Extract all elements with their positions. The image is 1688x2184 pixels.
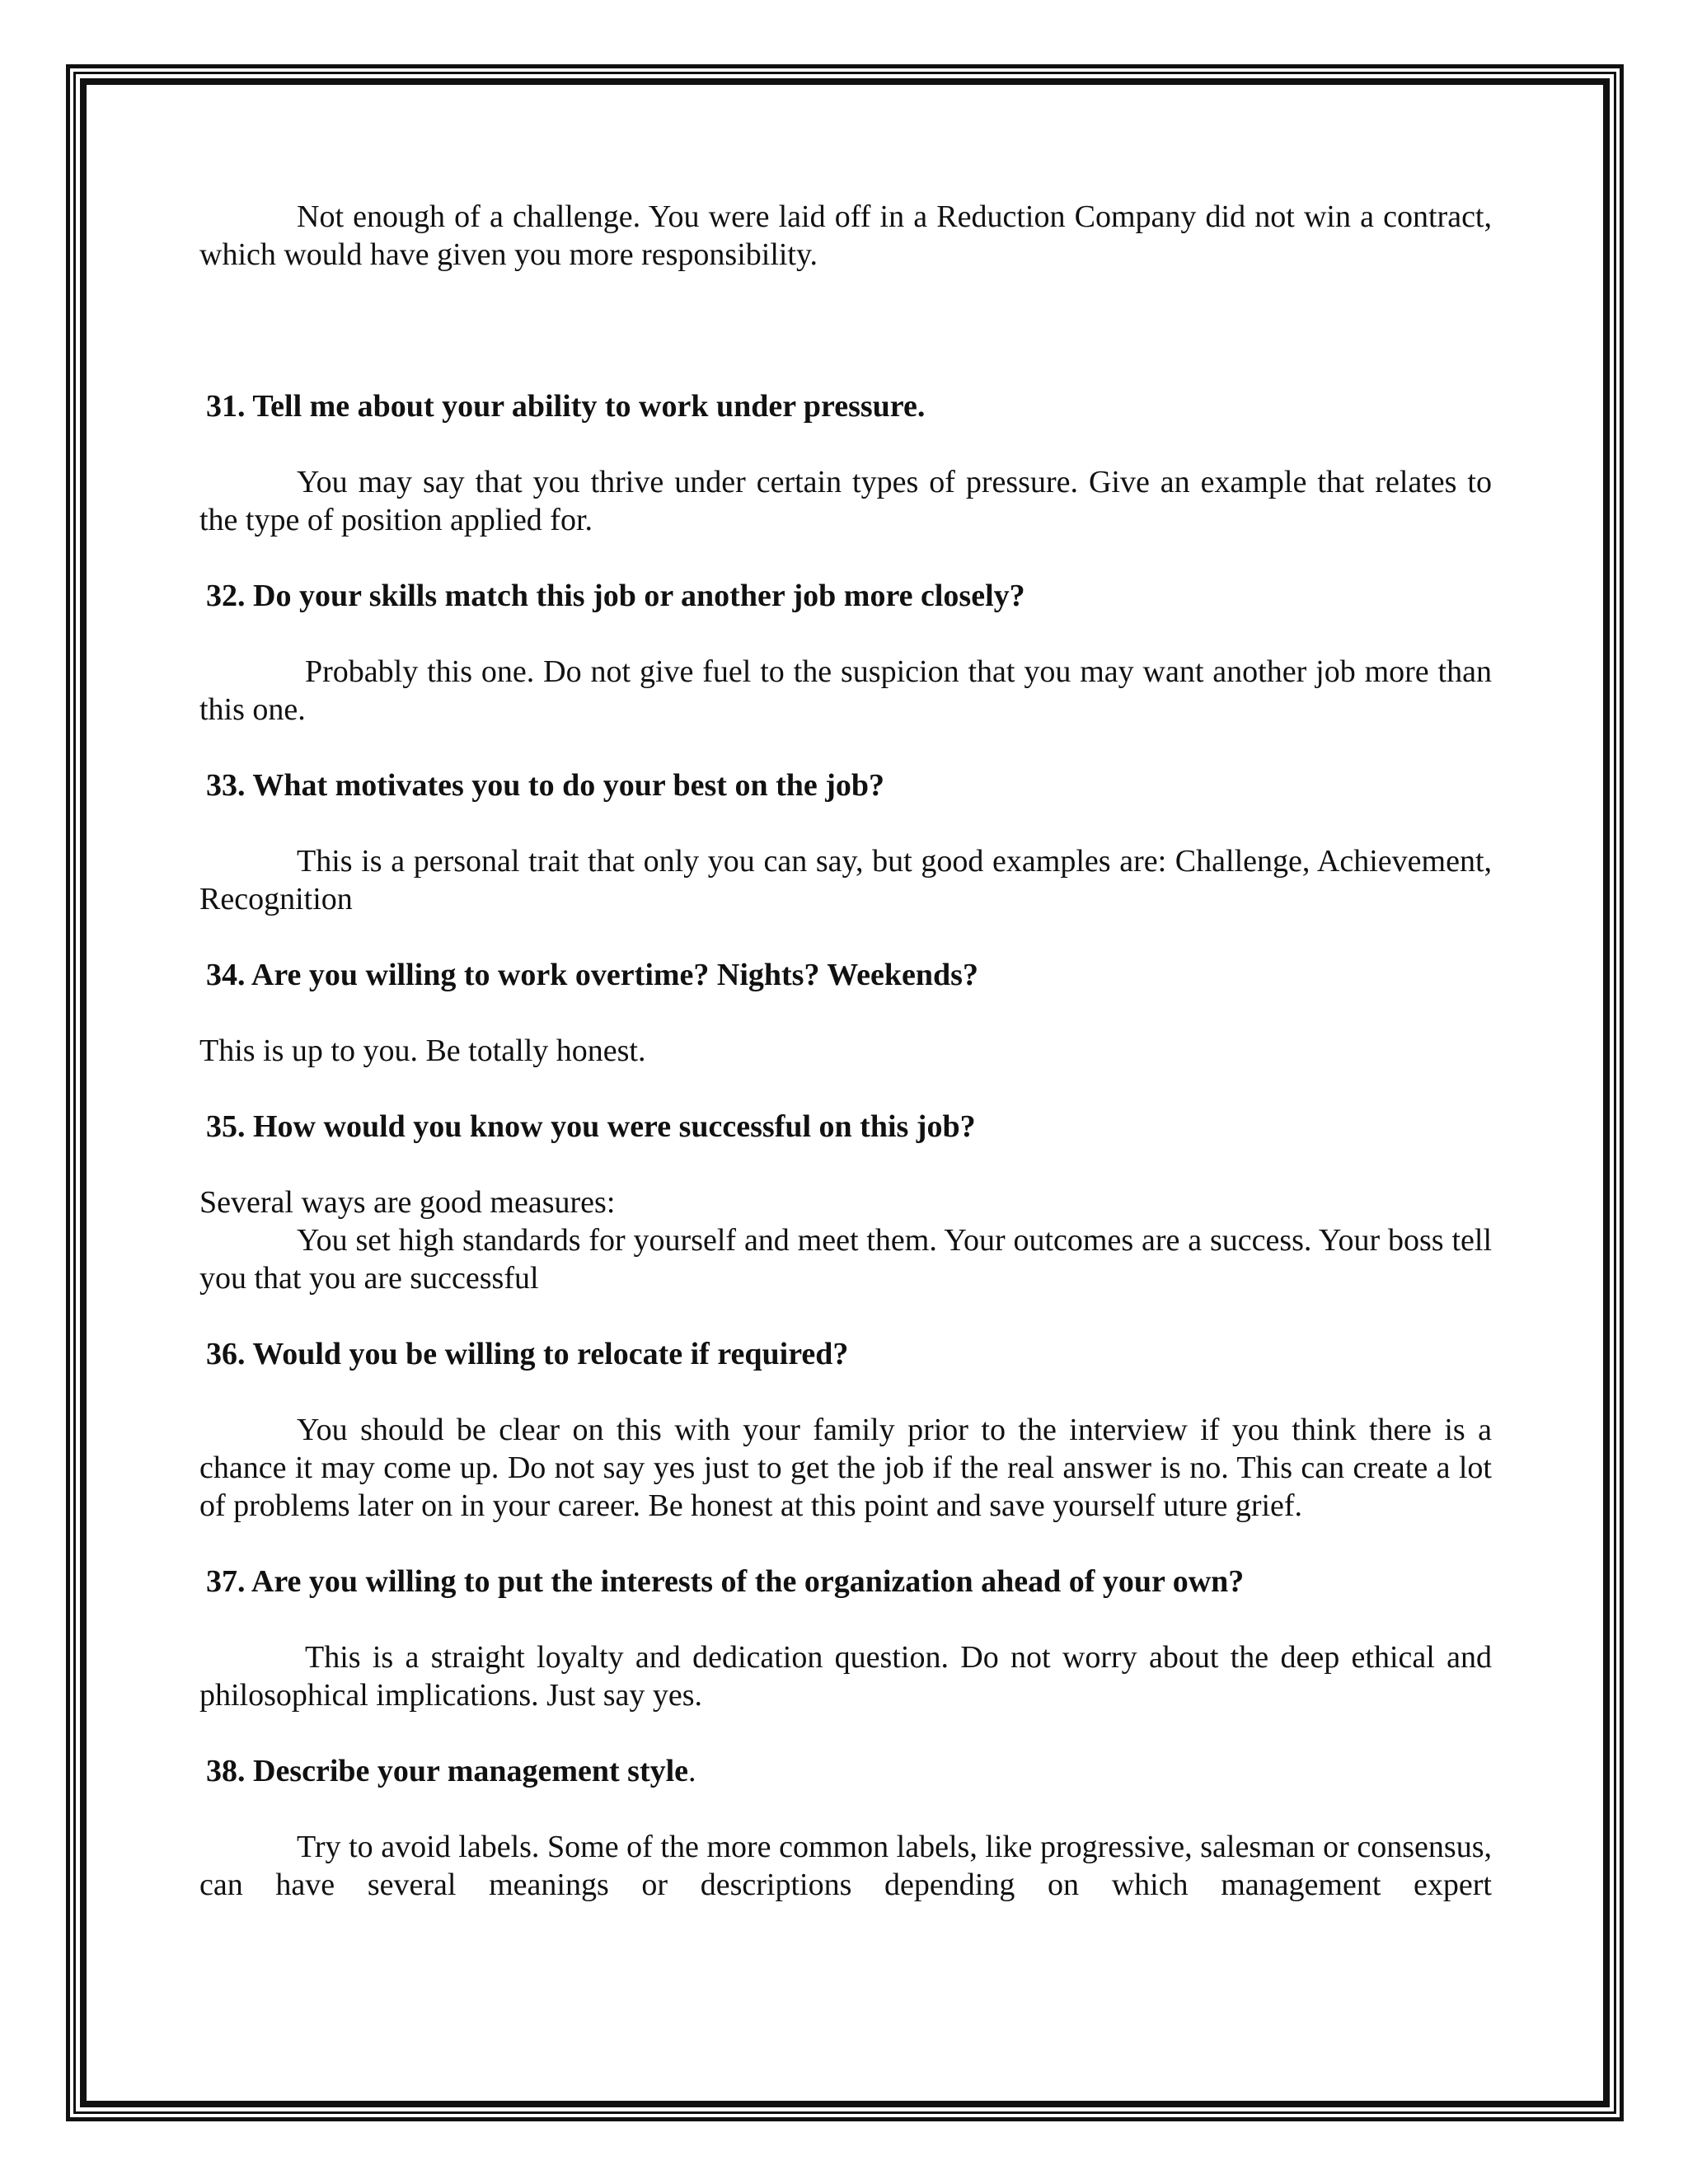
intro-paragraph: Not enough of a challenge. You were laid off in a Reduction Company did not win a contract, which would have given you more responsibility.	[199, 199, 1492, 272]
question-35-heading: 35. How would you know you were successful on this job?	[206, 1109, 976, 1144]
question-37-heading: 37. Are you willing to put the interests of the organization ahead of your own?	[206, 1564, 1245, 1599]
spacer	[199, 274, 1492, 387]
answer-38-paragraph: Try to avoid labels. Some of the more common labels, like progressive, salesman or consensus, can have several meanings or descriptions depending on which management expert	[199, 1830, 1492, 1902]
answer-31-paragraph: You may say that you thrive under certain types of pressure. Give an example that relates to the type of position applied for.	[199, 465, 1492, 537]
question-38-period: .	[688, 1754, 696, 1788]
answer-33-paragraph: This is a personal trait that only you can say, but good examples are: Challenge, Achievement, Recognition	[199, 844, 1492, 916]
question-32-heading: 32. Do your skills match this job or another job more closely?	[206, 579, 1025, 613]
question-38-text: 38. Describe your management style	[206, 1754, 689, 1788]
question-34-heading: 34. Are you willing to work overtime? Nights? Weekends?	[206, 958, 978, 992]
question-38-heading	[199, 1752, 1492, 1790]
question-33-heading: 33. What motivates you to do your best on the job?	[206, 768, 885, 803]
answer-35-paragraph: You set high standards for yourself and meet them. Your outcomes are a success. Your boss tell you that you are successful	[199, 1223, 1492, 1296]
answer-32-paragraph: Probably this one. Do not give fuel to the suspicion that you may want another job more than this one.	[199, 654, 1492, 727]
answer-36-paragraph: You should be clear on this with your family prior to the interview if you think there is a chance it may come up. Do not say yes just to get the job if the real answer is no. This can create a lot of problems later on in your career. Be honest at this point and save yourself uture grief.	[199, 1413, 1492, 1523]
answer-35-lead: Several ways are good measures:	[199, 1185, 616, 1220]
answer-34-paragraph: This is up to you. Be totally honest.	[199, 1033, 646, 1068]
answer-37-paragraph: This is a straight loyalty and dedication question. Do not worry about the deep ethical and philosophical implications. Just say yes.	[199, 1640, 1492, 1713]
question-31-heading: 31. Tell me about your ability to work under pressure.	[206, 389, 926, 424]
document-body	[199, 198, 1492, 1904]
question-36-heading: 36. Would you be willing to relocate if required?	[206, 1337, 849, 1371]
